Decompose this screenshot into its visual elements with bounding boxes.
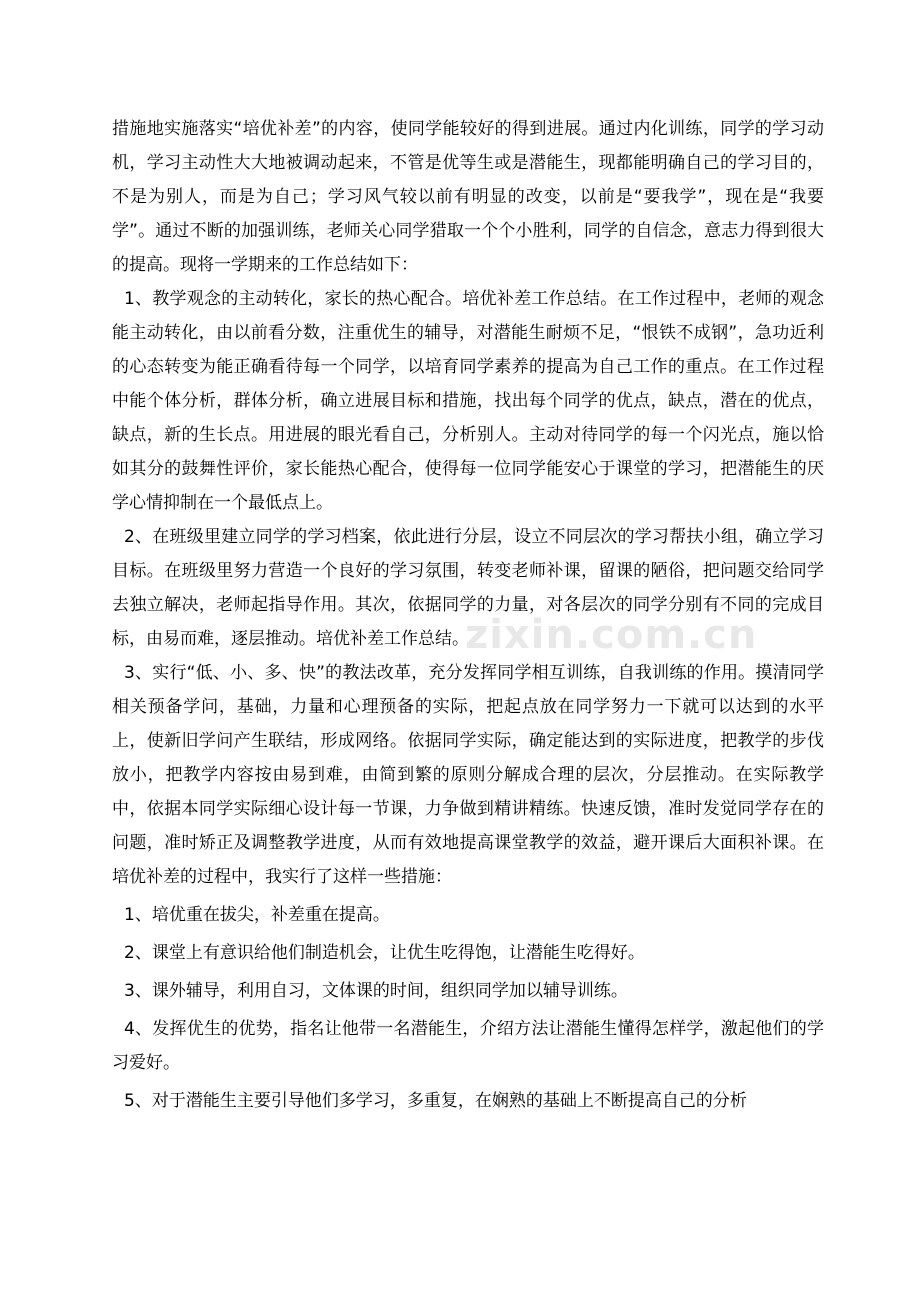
document-body <box>112 112 824 1118</box>
measure-1: 1、培优重在拔尖，补差重在提高。 <box>124 905 390 925</box>
measure-4: 4、发挥优生的优势，指名让他带一名潜能生，介绍方法让潜能生懂得怎样学，激起他们的学习爱好。 <box>112 1019 824 1073</box>
measure-5: 5、对于潜能生主要引导他们多学习，多重复，在娴熟的基础上不断提高自己的分析 <box>124 1091 747 1111</box>
measure-3: 3、课外辅导，利用自习，文体课的时间，组织同学加以辅导训练。 <box>124 981 628 1001</box>
intro-paragraph: 措施地实施落实“培优补差”的内容，使同学能较好的得到进展。通过内化训练，同学的学习动机，学习主动性大大地被调动起来，不管是优等生或是潜能生，现都能明确自己的学习目的，不是为别人，而是为自己；学习风气较以前有明显的改变，以前是“要我学”，现在是“我要学”。通过不断的加强训练，老师关心同学猎取一个个小胜利，同学的自信念，意志力得到很大的提高。现将一学期来的工作总结如下： <box>112 119 824 275</box>
point-3-paragraph: 3、实行“低、小、多、快”的教法改革，充分发挥同学相互训练，自我训练的作用。摸清同学相关预备学问，基础，力量和心理预备的实际，把起点放在同学努力一下就可以达到的水平上，使新旧学问产生联结，形成网络。依据同学实际，确定能达到的实际进度，把教学的步伐放小，把教学内容按由易到难，由简到繁的原则分解成合理的层次，分层推动。在实际教学中，依据本同学实际细心设计每一节课，力争做到精讲精练。快速反馈，准时发觉同学存在的问题，准时矫正及调整教学进度，从而有效地提高课堂教学的效益，避开课后大面积补课。在培优补差的过程中，我实行了这样一些措施： <box>112 663 824 887</box>
watermark: zixin.com.cn <box>465 612 758 658</box>
measure-2: 2、课堂上有意识给他们制造机会，让优生吃得饱，让潜能生吃得好。 <box>124 943 645 963</box>
point-1-paragraph: 1、教学观念的主动转化，家长的热心配合。培优补差工作总结。在工作过程中，老师的观念能主动转化，由以前看分数，注重优生的辅导，对潜能生耐烦不足，“恨铁不成钢”，急功近利的心态转变为能正确看待每一个同学，以培育同学素养的提高为自己工作的重点。在工作过程中能个体分析，群体分析，确立进展目标和措施，找出每个同学的优点，缺点，潜在的优点，缺点，新的生长点。用进展的眼光看自己，分析别人。主动对待同学的每一个闪光点，施以恰如其分的鼓舞性评价，家长能热心配合，使得每一位同学能安心于课堂的学习，把潜能生的厌学心情抑制在一个最低点上。 <box>112 289 824 513</box>
point-2-paragraph: 2、在班级里建立同学的学习档案，依此进行分层，设立不同层次的学习帮扶小组，确立学习目标。在班级里努力营造一个良好的学习氛围，转变老师补课，留课的陋俗，把问题交给同学去独立解决，老师起指导作用。其次，依据同学的力量，对各层次的同学分别有不同的完成目标，由易而难，逐层推动。培优补差工作总结。 <box>112 527 824 649</box>
